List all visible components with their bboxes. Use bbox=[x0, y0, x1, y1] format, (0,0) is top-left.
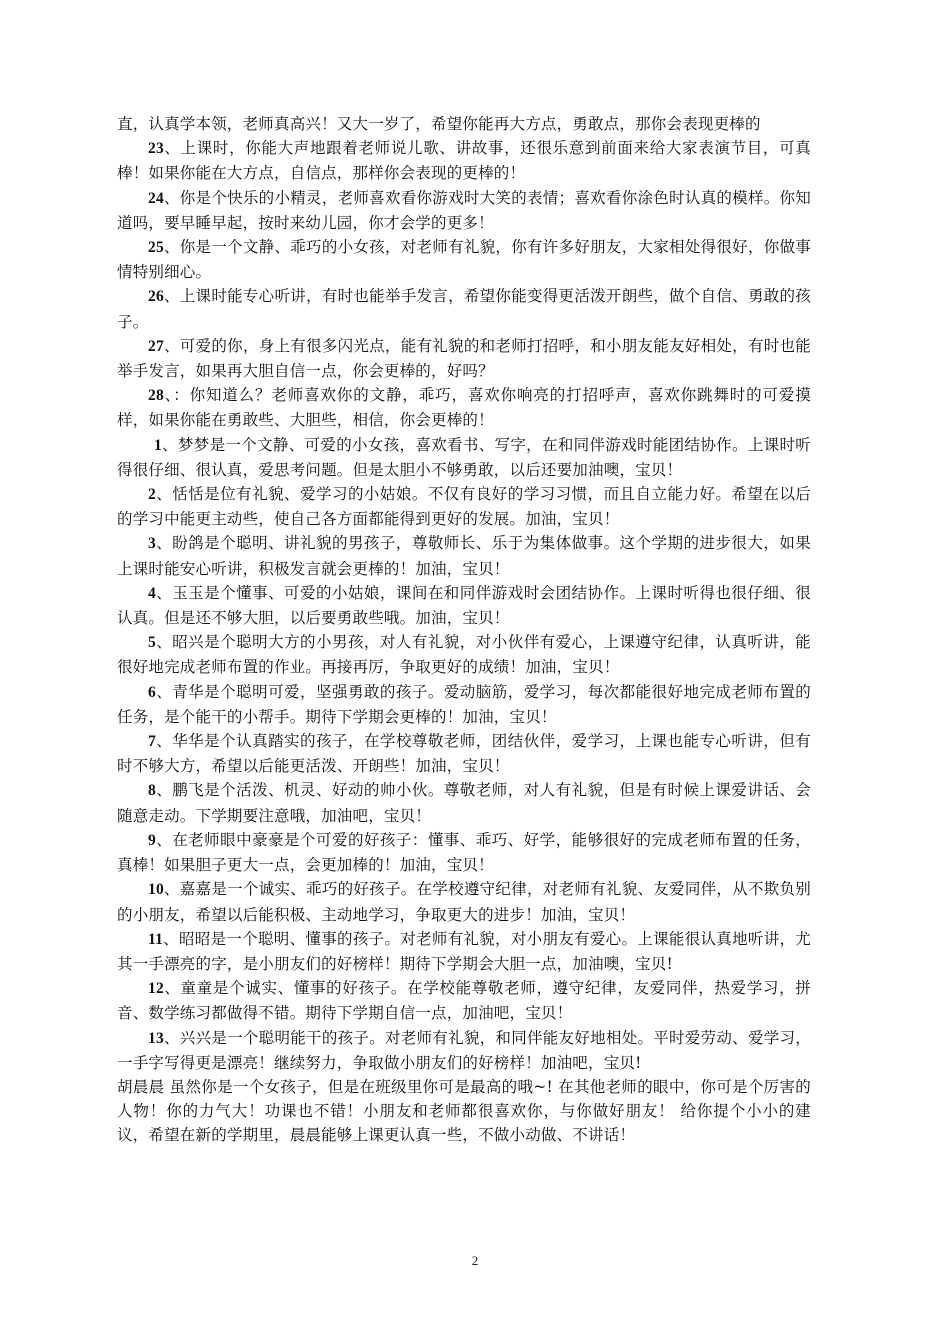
paragraph-text: 胡晨晨 虽然你是一个女孩子，但是在班级里你可是最高的哦~! 在其他老师的眼中，你可是个厉害的人物！你的力气大！功课也不错！小朋友和老师都很喜欢你，与你做好朋友！ 给你提个小小的建议，希望在新的学期里，晨晨能够上课更认真一些，不做小动做、不讲话！ bbox=[117, 1077, 811, 1145]
paragraph bbox=[117, 1026, 811, 1075]
paragraph-text: 、昭昭是一个聪明、懂事的孩子。对老师有礼貌，对小朋友有爱心。上课能很认真地听讲，尤其一手漂亮的字，是小朋友们的好榜样！期待下学期会大胆一点，加油噢，宝贝! bbox=[117, 929, 811, 973]
paragraph-text: 、玉玉是个懂事、可爱的小姑娘，课间在和同伴游戏时会团结协作。上课时听得也很仔细、很认真。但是还不够大胆，以后要勇敢些哦。加油，宝贝！ bbox=[117, 583, 811, 628]
paragraph bbox=[117, 186, 811, 235]
paragraph bbox=[117, 630, 811, 679]
item-number: 11 bbox=[148, 930, 164, 948]
paragraph-text: 、华华是个认真踏实的孩子，在学校尊敬老师，团结伙伴，爱学习，上课也能专心听讲，但有时不够大方，希望以后能更活泼、开朗些！加油，宝贝！ bbox=[117, 732, 811, 776]
paragraph bbox=[117, 433, 811, 482]
paragraph bbox=[117, 112, 811, 136]
item-number: 8 bbox=[148, 782, 156, 800]
item-number: 24 bbox=[148, 189, 164, 207]
paragraph bbox=[117, 1075, 811, 1148]
paragraph-text: 、梦梦是一个文静、可爱的小女孩，喜欢看书、写字，在和同伴游戏时能团结协作。上课时听得很仔细、很认真，爱思考问题。但是太胆小不够勇敢，以后还要加油噢，宝贝！ bbox=[117, 435, 811, 479]
paragraph bbox=[117, 877, 811, 926]
paragraph-text: 、可爱的你，身上有很多闪光点，能有礼貌的和老师打招呼，和小朋友能友好相处，有时也能举手发言，如果再大胆自信一点，你会更棒的，好吗？ bbox=[117, 336, 811, 381]
paragraph bbox=[117, 383, 811, 432]
item-number: 6 bbox=[148, 683, 156, 701]
paragraph bbox=[117, 531, 811, 580]
paragraph bbox=[117, 927, 811, 976]
paragraph bbox=[117, 581, 811, 630]
paragraph-text: 、：你知道么？老师喜欢你的文静，乖巧，喜欢你响亮的打招呼声，喜欢你跳舞时的可爱摸样，如果你能在勇敢些、大胆些，相信，你会更棒的！ bbox=[117, 386, 811, 430]
paragraph-text: 、盼鸽是个聪明、讲礼貌的男孩子，尊敬师长、乐于为集体做事。这个学期的进步很大，如果上课时能安心听讲，积极发言就会更棒的！加油，宝贝！ bbox=[117, 534, 811, 578]
item-number: 13 bbox=[148, 1029, 164, 1047]
item-number: 1 bbox=[154, 436, 162, 454]
paragraph bbox=[117, 136, 811, 185]
paragraph-text: 、在老师眼中豪豪是个可爱的好孩子：懂事、乖巧、好学，能够很好的完成老师布置的任务，真棒！如果胆子更大一点，会更加棒的！加油，宝贝！ bbox=[117, 830, 811, 875]
paragraph-text: 、鹏飞是个活泼、机灵、好动的帅小伙。尊敬老师，对人有礼貌，但是有时候上课爱讲话、会随意走动。下学期要注意哦，加油吧，宝贝！ bbox=[117, 781, 811, 825]
paragraph bbox=[117, 334, 811, 383]
item-number: 25 bbox=[148, 239, 164, 257]
paragraph-text: 、上课时能专心听讲，有时也能举手发言，希望你能变得更活泼开朗些，做个自信、勇敢的孩子。 bbox=[117, 287, 811, 331]
item-number: 10 bbox=[148, 881, 164, 899]
page-number: 2 bbox=[471, 1253, 479, 1268]
paragraph-text: 、上课时，你能大声地跟着老师说儿歌、讲故事，还很乐意到前面来给大家表演节目，可真棒！如果你能在大方点，自信点，那样你会表现的更棒的！ bbox=[117, 139, 811, 183]
paragraph-text: 、兴兴是一个聪明能干的孩子。对老师有礼貌，和同伴能友好地相处。平时爱劳动、爱学习，一手字写得更是漂亮！继续努力，争取做小朋友们的好榜样！加油吧，宝贝! bbox=[117, 1028, 811, 1072]
document-body bbox=[117, 112, 811, 1148]
item-number: 2 bbox=[148, 486, 156, 504]
paragraph bbox=[117, 235, 811, 284]
item-number: 23 bbox=[148, 140, 164, 158]
paragraph bbox=[117, 828, 811, 877]
paragraph-text: 、恬恬是位有礼貌、爱学习的小姑娘。不仅有良好的学习习惯，而且自立能力好。希望在以后的学习中能更主动些，使自己各方面都能得到更好的发展。加油，宝贝！ bbox=[117, 485, 811, 529]
paragraph-text: 、昭兴是个聪明大方的小男孩，对人有礼貌，对小伙伴有爱心，上课遵守纪律，认真听讲，能很好地完成老师布置的作业。再接再厉，争取更好的成绩！加油，宝贝！ bbox=[117, 633, 811, 677]
item-number: 5 bbox=[148, 634, 156, 652]
paragraph bbox=[117, 729, 811, 778]
paragraph-text: 、你是个快乐的小精灵，老师喜欢看你游戏时大笑的表情；喜欢看你涂色时认真的模样。你知道吗，要早睡早起，按时来幼儿园，你才会学的更多！ bbox=[117, 188, 811, 232]
paragraph bbox=[117, 284, 811, 333]
paragraph-text: 、青华是个聪明可爱，坚强勇敢的孩子。爱动脑筋，爱学习，每次都能很好地完成老师布置的任务，是个能干的小帮手。期待下学期会更棒的！加油，宝贝！ bbox=[117, 682, 811, 726]
paragraph bbox=[117, 482, 811, 531]
paragraph bbox=[117, 778, 811, 827]
item-number: 28 bbox=[148, 387, 164, 405]
item-number: 3 bbox=[148, 535, 156, 553]
paragraph-text: 、童童是个诚实、懂事的好孩子。在学校能尊敬老师，遵守纪律，友爱同伴，热爱学习，拼音、数学练习都做得不错。期待下学期自信一点，加油吧，宝贝！ bbox=[117, 979, 811, 1023]
paragraph bbox=[117, 680, 811, 729]
item-number: 9 bbox=[148, 831, 156, 849]
paragraph-text: 、你是一个文静、乖巧的小女孩，对老师有礼貌，你有许多好朋友，大家相处得很好，你做事情特别细心。 bbox=[117, 238, 811, 282]
paragraph-text: 、嘉嘉是一个诚实、乖巧的好孩子。在学校遵守纪律，对老师有礼貌、友爱同伴，从不欺负别的小朋友，希望以后能积极、主动地学习，争取更大的进步！加油，宝贝！ bbox=[117, 880, 811, 924]
item-number: 7 bbox=[148, 733, 156, 751]
item-number: 12 bbox=[148, 980, 164, 998]
item-number: 27 bbox=[148, 337, 164, 355]
paragraph-text: 直，认真学本领，老师真高兴！又大一岁了，希望你能再大方点，勇敢点，那你会表现更棒的 bbox=[117, 115, 761, 133]
paragraph bbox=[117, 976, 811, 1025]
item-number: 4 bbox=[148, 584, 156, 602]
item-number: 26 bbox=[148, 288, 164, 306]
